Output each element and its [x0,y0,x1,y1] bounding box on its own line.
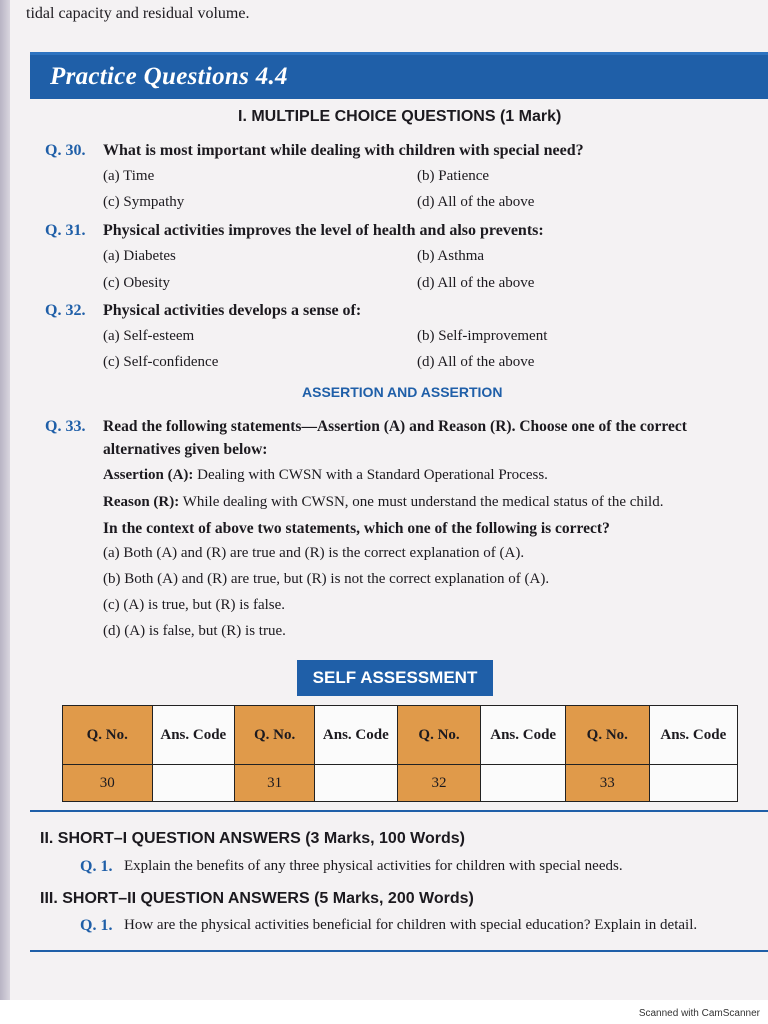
table-cell: 32 [397,765,481,802]
option-c: (c) Obesity [103,275,171,291]
assertion-text: Dealing with CWSN with a Standard Operational Process. [197,467,548,483]
section3-heading: III. SHORT–II QUESTION ANSWERS (5 Marks, 200 Words) [40,890,474,907]
option-d: (d) (A) is false, but (R) is true. [103,623,286,639]
option-b: (b) Patience [417,168,490,184]
table-cell: 31 [235,765,315,802]
self-assessment-title: SELF ASSESSMENT [312,668,478,687]
page-edge [0,0,10,1000]
question-text: Explain the benefits of any three physical activities for children with special needs. [124,858,623,874]
reason-label: Reason (R): [103,494,180,510]
question-text-cont: alternatives given below: [103,441,268,458]
option-d: (d) All of the above [417,194,535,210]
answer-code-cell[interactable] [649,765,737,802]
option-a: (a) Both (A) and (R) are true and (R) is the correct explanation of (A). [103,545,525,561]
context-text: In the context of above two statements, which one of the following is correct? [103,520,610,537]
option-a: (a) Self-esteem [103,328,195,344]
question-number: Q. 1. [80,917,113,934]
section2-heading: II. SHORT–I QUESTION ANSWERS (3 Marks, 100 Words) [40,830,465,847]
option-d: (d) All of the above [417,275,535,291]
assertion-heading: ASSERTION AND ASSERTION [302,384,503,400]
assertion-label: Assertion (A): [103,467,194,483]
self-assessment-banner [297,660,493,696]
table-header-cell: Ans. Code [315,706,398,765]
section-divider [30,810,768,812]
question-text: What is most important while dealing with children with special need? [103,142,584,159]
banner-title: Practice Questions 4.4 [50,63,288,90]
table-header-cell: Ans. Code [152,706,235,765]
option-b: (b) Both (A) and (R) are true, but (R) is not the correct explanation of (A). [103,571,550,587]
table-header-row [63,706,738,765]
question-text: Physical activities develops a sense of: [103,302,362,319]
question-text: Physical activities improves the level of health and also prevents: [103,222,544,239]
self-assessment-table [62,705,738,802]
table-header-cell: Q. No. [63,706,153,765]
table-cell: 33 [565,765,649,802]
table-header-cell: Q. No. [565,706,649,765]
scanner-watermark: Scanned with CamScanner [638,1008,760,1019]
table-header-cell: Q. No. [235,706,315,765]
reason-line [103,494,663,511]
practice-banner [30,52,768,99]
answer-code-cell[interactable] [152,765,235,802]
table-header-cell: Q. No. [397,706,481,765]
table-header-cell: Ans. Code [649,706,737,765]
option-c: (c) Self-confidence [103,354,219,370]
question-number: Q. 30. [45,142,86,159]
answer-code-cell[interactable] [315,765,398,802]
option-a: (a) Diabetes [103,248,176,264]
assertion-line [103,467,548,484]
bottom-divider [30,950,768,952]
option-c: (c) (A) is true, but (R) is false. [103,597,286,613]
option-d: (d) All of the above [417,354,535,370]
question-number: Q. 32. [45,302,86,319]
option-a: (a) Time [103,168,155,184]
option-b: (b) Asthma [417,248,485,264]
table-cell: 30 [63,765,153,802]
table-row [63,765,738,802]
top-text: tidal capacity and residual volume. [26,5,250,22]
table-header-cell: Ans. Code [481,706,565,765]
question-number: Q. 33. [45,418,86,435]
question-number: Q. 31. [45,222,86,239]
reason-text: While dealing with CWSN, one must understand the medical status of the child. [182,494,664,510]
question-text: How are the physical activities beneficial for children with special education? Explain in detail. [124,917,698,933]
mcq-heading: I. MULTIPLE CHOICE QUESTIONS (1 Mark) [238,108,562,125]
option-c: (c) Sympathy [103,194,185,210]
option-b: (b) Self-improvement [417,328,548,344]
question-text: Read the following statements—Assertion (A) and Reason (R). Choose one of the correct [103,418,687,435]
question-number: Q. 1. [80,858,113,875]
answer-code-cell[interactable] [481,765,565,802]
